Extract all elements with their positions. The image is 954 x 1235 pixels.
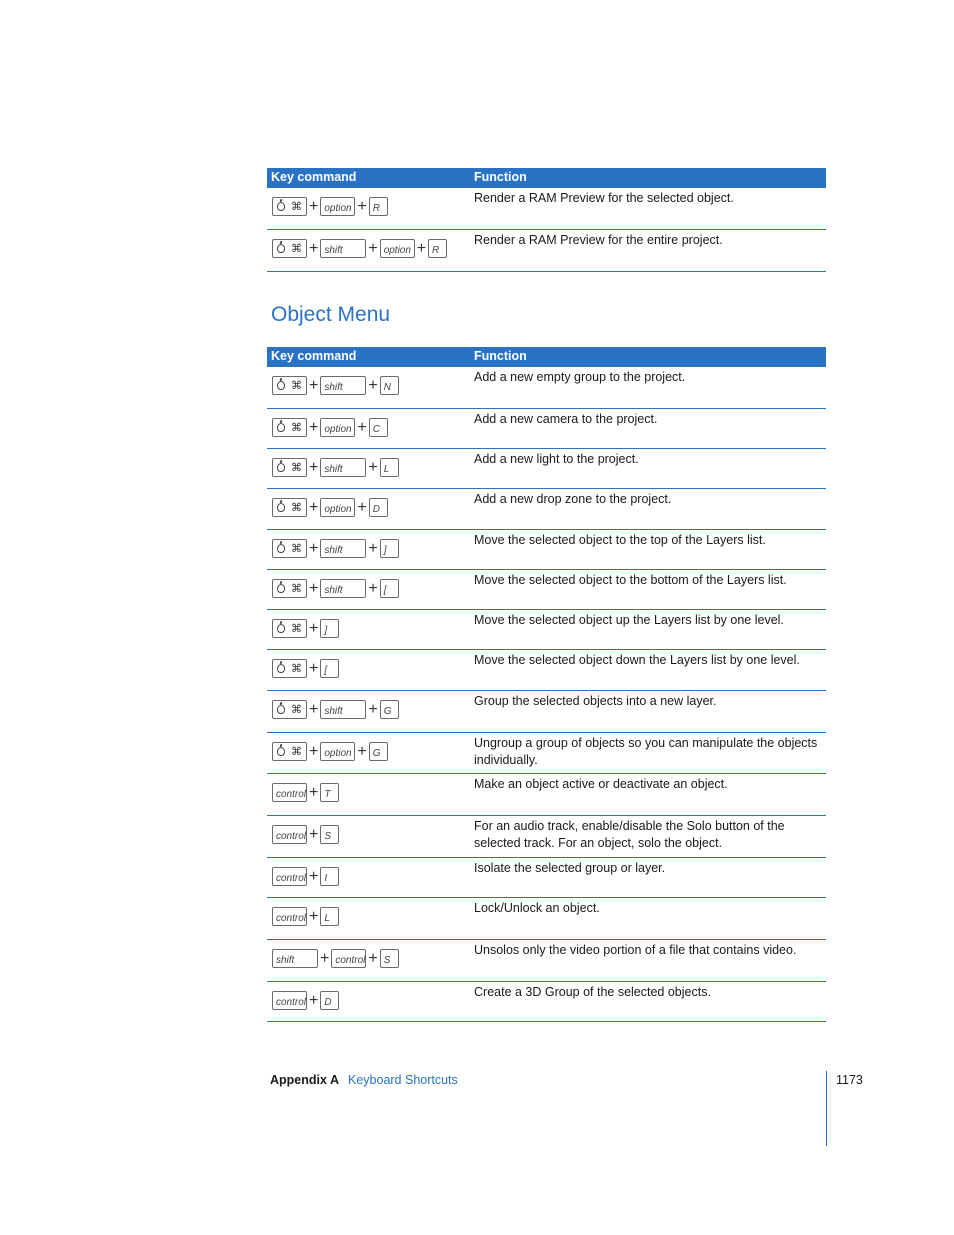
- table-row: [267, 733, 826, 774]
- shift-key: shift: [320, 539, 366, 558]
- function-description: Add a new light to the project.: [474, 452, 639, 466]
- key-combination: [272, 458, 399, 477]
- page-number: 1173: [836, 1073, 863, 1087]
- function-description: Ungroup a group of objects so you can manipulate the objects individually.: [474, 736, 818, 767]
- function-description: Move the selected object to the top of the Layers list.: [474, 533, 766, 547]
- table-row: [267, 774, 826, 816]
- shift-key: shift: [320, 376, 366, 395]
- key-combination: [272, 619, 339, 638]
- shift-key: shift: [320, 458, 366, 477]
- command-symbol-icon: ⌘: [291, 583, 302, 595]
- plus-sign: +: [320, 950, 330, 967]
- footer-divider: [826, 1071, 827, 1146]
- letter-key: [: [380, 579, 399, 598]
- plus-sign: +: [309, 198, 319, 215]
- command-key-icon: [272, 239, 307, 258]
- command-key-icon: [272, 579, 307, 598]
- command-symbol-icon: ⌘: [291, 623, 302, 635]
- function-description: Lock/Unlock an object.: [474, 901, 600, 915]
- plus-sign: +: [309, 620, 319, 637]
- section-heading: Object Menu: [271, 303, 391, 326]
- render-shortcuts-table: [267, 168, 826, 272]
- command-key-icon: [272, 197, 307, 216]
- letter-key: S: [380, 949, 399, 968]
- plus-sign: +: [309, 459, 319, 476]
- command-symbol-icon: ⌘: [291, 243, 302, 255]
- plus-sign: +: [309, 701, 319, 718]
- key-combination: [272, 991, 339, 1010]
- plus-sign: +: [309, 992, 319, 1009]
- plus-sign: +: [368, 459, 378, 476]
- letter-key: S: [320, 825, 339, 844]
- command-key-icon: [272, 619, 307, 638]
- apple-icon: [277, 664, 285, 673]
- table-row: [267, 449, 826, 489]
- key-combination: [272, 197, 388, 216]
- key-combination: [272, 825, 339, 844]
- control-key: control: [272, 783, 307, 802]
- footer-section-link[interactable]: Keyboard Shortcuts: [348, 1073, 458, 1087]
- command-key-icon: [272, 700, 307, 719]
- table-body: [267, 367, 826, 1022]
- function-description: For an audio track, enable/disable the Solo button of the selected track. For an object, solo the object.: [474, 819, 785, 850]
- letter-key: D: [320, 991, 339, 1010]
- function-description: Make an object active or deactivate an object.: [474, 777, 728, 791]
- function-description: Add a new empty group to the project.: [474, 370, 686, 384]
- table-row: [267, 898, 826, 940]
- function-header: Function: [474, 170, 527, 184]
- command-symbol-icon: ⌘: [291, 543, 302, 555]
- key-combination: [272, 498, 388, 517]
- apple-icon: [277, 423, 285, 432]
- command-symbol-icon: ⌘: [291, 704, 302, 716]
- plus-sign: +: [357, 419, 367, 436]
- apple-icon: [277, 463, 285, 472]
- plus-sign: +: [309, 826, 319, 843]
- letter-key: N: [380, 376, 399, 395]
- plus-sign: +: [309, 660, 319, 677]
- letter-key: D: [369, 498, 388, 517]
- key-combination: [272, 239, 447, 258]
- letter-key: G: [369, 742, 388, 761]
- plus-sign: +: [309, 499, 319, 516]
- key-combination: [272, 949, 399, 968]
- plus-sign: +: [309, 784, 319, 801]
- plus-sign: +: [357, 499, 367, 516]
- key-combination: [272, 742, 388, 761]
- function-description: Add a new camera to the project.: [474, 412, 658, 426]
- object-menu-shortcuts-table: [267, 347, 826, 1022]
- key-combination: [272, 700, 399, 719]
- key-combination: [272, 579, 399, 598]
- command-key-icon: [272, 742, 307, 761]
- command-symbol-icon: ⌘: [291, 462, 302, 474]
- option-key: option: [320, 418, 355, 437]
- function-description: Move the selected object to the bottom of the Layers list.: [474, 573, 787, 587]
- table-row: [267, 188, 826, 230]
- function-description: Isolate the selected group or layer.: [474, 861, 666, 875]
- table-row: [267, 691, 826, 733]
- command-symbol-icon: ⌘: [291, 380, 302, 392]
- command-key-icon: [272, 376, 307, 395]
- control-key: control: [272, 907, 307, 926]
- key-command-header: Key command: [271, 349, 357, 363]
- letter-key: I: [320, 867, 339, 886]
- plus-sign: +: [357, 743, 367, 760]
- letter-key: ]: [320, 619, 339, 638]
- control-key: control: [272, 867, 307, 886]
- option-key: option: [380, 239, 415, 258]
- key-combination: [272, 418, 388, 437]
- apple-icon: [277, 381, 285, 390]
- function-description: Move the selected object down the Layers list by one level.: [474, 653, 800, 667]
- plus-sign: +: [309, 240, 319, 257]
- command-key-icon: [272, 539, 307, 558]
- table-row: [267, 230, 826, 272]
- command-symbol-icon: ⌘: [291, 746, 302, 758]
- plus-sign: +: [309, 377, 319, 394]
- command-symbol-icon: ⌘: [291, 502, 302, 514]
- command-key-icon: [272, 418, 307, 437]
- option-key: option: [320, 498, 355, 517]
- plus-sign: +: [368, 540, 378, 557]
- shift-key: shift: [320, 239, 366, 258]
- table-row: [267, 982, 826, 1022]
- key-combination: [272, 783, 339, 802]
- table-body: [267, 188, 826, 272]
- shift-key: shift: [272, 949, 318, 968]
- letter-key: G: [380, 700, 399, 719]
- footer-appendix-label: Appendix A: [270, 1073, 339, 1087]
- letter-key: R: [369, 197, 388, 216]
- plus-sign: +: [309, 580, 319, 597]
- function-description: Render a RAM Preview for the entire project.: [474, 233, 723, 247]
- option-key: option: [320, 742, 355, 761]
- function-header: Function: [474, 349, 527, 363]
- table-row: [267, 650, 826, 691]
- plus-sign: +: [357, 198, 367, 215]
- letter-key: L: [320, 907, 339, 926]
- function-description: Move the selected object up the Layers list by one level.: [474, 613, 784, 627]
- letter-key: [: [320, 659, 339, 678]
- plus-sign: +: [368, 701, 378, 718]
- table-row: [267, 367, 826, 409]
- shift-key: shift: [320, 579, 366, 598]
- apple-icon: [277, 244, 285, 253]
- command-key-icon: [272, 498, 307, 517]
- key-combination: [272, 659, 339, 678]
- table-row: [267, 940, 826, 982]
- function-description: Render a RAM Preview for the selected object.: [474, 191, 734, 205]
- plus-sign: +: [368, 950, 378, 967]
- plus-sign: +: [309, 868, 319, 885]
- apple-icon: [277, 584, 285, 593]
- table-row: [267, 610, 826, 650]
- key-combination: [272, 539, 399, 558]
- plus-sign: +: [368, 240, 378, 257]
- apple-icon: [277, 503, 285, 512]
- control-key: control: [272, 825, 307, 844]
- command-symbol-icon: ⌘: [291, 422, 302, 434]
- table-row: [267, 530, 826, 570]
- table-row: [267, 570, 826, 610]
- key-combination: [272, 376, 399, 395]
- plus-sign: +: [368, 580, 378, 597]
- apple-icon: [277, 624, 285, 633]
- key-combination: [272, 867, 339, 886]
- table-row: [267, 409, 826, 449]
- control-key: control: [331, 949, 366, 968]
- command-symbol-icon: ⌘: [291, 201, 302, 213]
- plus-sign: +: [309, 540, 319, 557]
- apple-icon: [277, 705, 285, 714]
- key-combination: [272, 907, 339, 926]
- plus-sign: +: [309, 419, 319, 436]
- function-description: Group the selected objects into a new layer.: [474, 694, 717, 708]
- command-key-icon: [272, 458, 307, 477]
- apple-icon: [277, 544, 285, 553]
- table-row: [267, 858, 826, 898]
- plus-sign: +: [416, 240, 427, 257]
- letter-key: T: [320, 783, 339, 802]
- apple-icon: [277, 747, 285, 756]
- letter-key: R: [428, 239, 447, 258]
- table-header: [267, 347, 826, 367]
- letter-key: C: [369, 418, 388, 437]
- shift-key: shift: [320, 700, 366, 719]
- plus-sign: +: [309, 743, 319, 760]
- key-command-header: Key command: [271, 170, 357, 184]
- function-description: Unsolos only the video portion of a file that contains video.: [474, 943, 797, 957]
- table-row: [267, 489, 826, 530]
- plus-sign: +: [309, 908, 319, 925]
- control-key: control: [272, 991, 307, 1010]
- table-row: [267, 816, 826, 858]
- letter-key: L: [380, 458, 399, 477]
- function-description: Add a new drop zone to the project.: [474, 492, 672, 506]
- apple-icon: [277, 202, 285, 211]
- plus-sign: +: [368, 377, 378, 394]
- command-symbol-icon: ⌘: [291, 663, 302, 675]
- table-header: [267, 168, 826, 188]
- letter-key: ]: [380, 539, 399, 558]
- option-key: option: [320, 197, 355, 216]
- function-description: Create a 3D Group of the selected objects.: [474, 985, 711, 999]
- command-key-icon: [272, 659, 307, 678]
